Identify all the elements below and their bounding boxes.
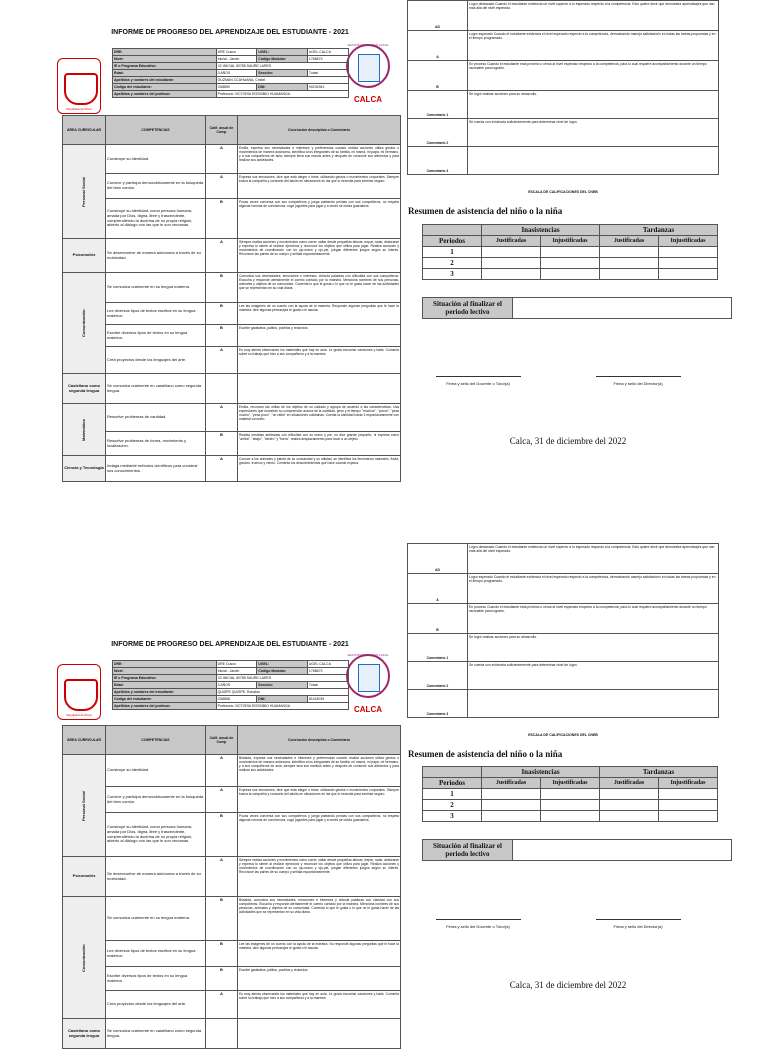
attendance-table: Inasistencias Tardanzas Periodos Justificadas Injustificadas Justificadas Injustificadas 1 2 3 bbox=[422, 224, 718, 280]
peru-seal-logo: República del Perú bbox=[57, 664, 101, 720]
ugel-calca-logo: GESTIÓN EDUCATIVA LOCAL CALCA bbox=[347, 653, 389, 714]
report-page-top bbox=[0, 0, 768, 512]
report-date: Calca, 31 de diciembre del 2022 bbox=[509, 980, 627, 990]
report-page-bottom bbox=[0, 512, 768, 1038]
report-title: INFORME DE PROGRESO DEL APRENDIZAJE DEL ESTUDIANTE - 2021 bbox=[111, 29, 349, 36]
final-status-table: Situación al finalizar el periodo lectivo bbox=[422, 297, 732, 319]
cneb-scale-label: ESCALA DE CALIFICACIONES DEL CNEB bbox=[528, 733, 598, 737]
final-status-table: Situación al finalizar el periodo lectivo bbox=[422, 839, 732, 861]
student-info-table: DRE: DRE Cusco UGEL: UGEL CALCA Nivel: Inicial - Jardín Código Modular: 1768673 IE o Programa Educativo: I.E.INICIAL 50785 SAURE LARES Edad: 3 AÑOS Sección: Tulasi Apellidos y nombres del estudiante: QUISPE QUISPE, Ronaldo Código del estudiante: C68858 DNI: 81163035 Apellidos y nombres del profesor: Profesora: VICTORIA ROSSIBIO HUAMANGA bbox=[112, 660, 349, 710]
teacher-signature-line bbox=[436, 919, 521, 920]
grading-legend: AD Logro destacado Cuando el estudiante evidencia un nivel superior a lo esperado respecto a la competencia. Esto quiere decir que demuestra aprendizajes que van más allá del nivel esperado. A Logro esperado Cuando el estudiante evidencia el nivel esperado respecto a la competencia, demostrando manejo satisfactorio en todas las tareas propuestas y en el tiempo programado. B En proceso Cuando el estudiante está próximo o cerca al nivel esperado respecto a la competencia, para lo cual requiere acompañamiento durante un tiempo razonable para lograrlo. Comentario 1 Se logró realizar acciones para su desarrollo. Comentario 2 Se cuenta con evidencia suficientemente para determinar nivel de logro. Comentario 3 bbox=[407, 0, 719, 175]
teacher-signature-label: Firma y sello del Docente o Tutor(a) bbox=[446, 924, 510, 929]
teacher-signature-line bbox=[436, 376, 521, 377]
director-signature-line bbox=[596, 919, 681, 920]
ugel-calca-logo: GESTIÓN EDUCATIVA LOCAL CALCA bbox=[347, 43, 389, 104]
director-signature-line bbox=[596, 376, 681, 377]
grades-table: ÁREA CURRICULAR COMPETENCIAS Calif. anual de Comp Conclusión descriptiva o Comentario Personal Social Construye su identidad. A Brisaida, expresa sus necesidades e intereses y preferencias cuando realiza acciones utiliza gestos o movimientos de manera autónoma, identifica a los integrantes de su familia, mi mamá, mi papá, mi hermano, y a sus compañeros de aula, siempre lava sus manitos antes y después de consumir sus alimentos y para realizar sus actividades. Convive y participa democráticamente en la búsqueda del bien común. A Expresa sus emociones, dice que está alegre o triste, utilizando gestos o movimientos corporales. Siempre busca la compañía y consuelo del adulto en situaciones en las que lo necesita para sentirse seguro. Construye su identidad, como persona humana, amada por Dios, digna, libre y trascendente, comprendiendo la doctrina de su propia religión, abierto al diálogo con las que le son cercanas. B Pocas veces conversa con sus compañeros y juega pateando pelotas con sus compañeros, no respeta algunas normas de convivencia, coge juguetes para jugar y a veces se olvida guardarlos. Psicomotriz Se desenvuelve de manera autónoma a través de su motricidad. A Siempre realiza acciones y movimientos como correr, saltar desde pequeñas alturas, trepar, rodar, deslizarse y expresa lo siente al realizar ejercicios y reconoce los objetos que utiliza para jugar. Realiza acciones y movimientos de coordinación con su ojo-mano y ojo-pie, juegan diferentes juegos según su interés. Reconoce las partes de su cuerpo y señala espontáneamente. Comunicación Se comunica oralmente en su lengua materna. B Brisaida, comunica sus necesidades, emociones e intereses y articula palabras con claridad con sus compañeras. Escucha y responde atentamente el cuento contado por la maestra. Menciona nombres de sus personas, animales y objetos de su comunidad. Comenta lo que le gusta o lo que no le gusta hacer de las actividades que se representan en su vida diaria. Lee diversos tipos de textos escritos en su lengua materna. B Lee las imágenes de un cuento con la ayuda de la maestra. No responde algunas preguntas que le hace la maestra. dice algunas personajes le gusta o le asusta. Escribe diversos tipos de textos en su lengua materna. B Escribe garabatos, palitos, puntitos y redondos Crea proyectos desde los lenguajes del arte. A Es muy atenta observando los materiales que hay en aula. Le gusta escuchar canciones y baila. Comenta sobre su trabajo que hizo a sus compañeros y a la maestra Castellano como segunda lengua Se comunica oralmente en castellano como segunda lengua. bbox=[62, 725, 401, 1049]
report-date: Calca, 31 de diciembre del 2022 bbox=[509, 436, 627, 446]
cneb-scale-label: ESCALA DE CALIFICACIONES DEL CNEB bbox=[528, 190, 598, 194]
grading-legend: AD Logro destacado Cuando el estudiante evidencia un nivel superior a lo esperado respecto a la competencia. Esto quiere decir que demuestra aprendizajes que van más allá del nivel esperado. A Logro esperado Cuando el estudiante evidencia el nivel esperado respecto a la competencia, demostrando manejo satisfactorio en todas las tareas propuestas y en el tiempo programado. B En proceso Cuando el estudiante está próximo o cerca al nivel esperado respecto a la competencia, para lo cual requiere acompañamiento durante un tiempo razonable para lograrlo. Comentario 1 Se logró realizar acciones para su desarrollo. Comentario 2 Se cuenta con evidencia suficientemente para determinar nivel de logro. Comentario 3 bbox=[407, 543, 719, 718]
attendance-title: Resumen de asistencia del niño o la niña bbox=[408, 206, 563, 216]
attendance-table: Inasistencias Tardanzas Periodos Justificadas Injustificadas Justificadas Injustificadas 1 2 3 bbox=[422, 766, 718, 822]
report-title: INFORME DE PROGRESO DEL APRENDIZAJE DEL ESTUDIANTE - 2021 bbox=[111, 641, 349, 648]
teacher-signature-label: Firma y sello del Docente o Tutor(a) bbox=[446, 381, 510, 386]
grades-table: ÁREA CURRICULAR COMPETENCIAS Calif. anual de Comp Conclusión descriptiva o Comentario Personal Social Construye su identidad. A Emilia, expresa sus necesidades e intereses y preferencias cuando realiza acciones utiliza gestos o movimientos de manera autónoma, identifica a los integrantes de su familia, mi mamá, mi papá, mi hermano, y a sus compañeros de aula, siempre lleva sus manos antes y después de consumir sus alimentos y para realizar sus actividades. Convive y participa democráticamente en la búsqueda del bien común. A Expresa sus emociones, dice que está alegre o triste, utilizando gestos o movimientos corporales. Siempre busca la compañía y consuelo del adulto en situaciones en las que lo necesita para sentirse seguro. Construye su identidad, como persona humana, amada por Dios, digna, libre y trascendente, comprendiendo la doctrina de su propia religión, abierto al diálogo con las que le son cercanas. B Pocas veces conversa con sus compañeros y juega pateando pelotas con sus compañeros, no respeta algunas normas de convivencia, coge juguetes para jugar y a veces se olvida guardarlos. Psicomotriz Se desenvuelve de manera autónoma a través de su motricidad. A Siempre realiza acciones y movimientos como correr, saltar desde pequeñas alturas, trepar, rodar, deslizarse y expresa lo siente al realizar ejercicios y reconoce los objetos que utiliza para jugar. Realiza acciones y movimientos de coordinación con su ojo-mano y ojo-pie, juegan diferentes juegos según su interés. Reconoce las partes de su cuerpo y señala espontáneamente. Comunicación Se comunica oralmente en su lengua materna. B Comunica sus necesidades, emociones e intereses. Articula palabras con dificultad con sus compañeros. Escucha y responde atentamente el cuento contado por la maestra. Menciona nombres de sus personas, animales y objetos de su comunidad. Comenta lo que le gusta o lo que no le gusta hacer de las actividades que se representan en su vida diaria. Lee diversos tipos de textos escritos en su lengua materna. B Lee las imágenes de un cuento con la ayuda de la maestra. Responde algunas preguntas que le hace la maestra. dice algunas personajes le gusta o le asusta. Escribe diversos tipos de textos en su lengua materna. B Escribe garabatos, palitos, puntitos y redondos Crea proyectos desde los lenguajes del arte. A Es muy atenta observando los materiales que hay en aula. Le gusta escuchar canciones y baila. Comenta sobre su trabajo que hizo a sus compañeros y a la maestra Castellano como segunda lengua Se comunica oralmente en castellano como segunda lengua. Matemática Resuelve problemas de cantidad. A Emilia, reconoce las orillas de los objetos de su cuidado y agrupa de acuerdo a las características. Usa expresiones que muestran su comprensión acerca de la cantidad, peso y el tiempo "muchos", "pocos", "pesa mucho", "pesa poco", "un ratito" en situaciones cotidianas. Cuenta la cantidad hasta 3 espontáneamente con material concreto. Resuelve problemas de forma, movimiento y localización. B Realiza medidas arbitrarias con dificultad con su mano y pie, no dice grande pequeño, ni expresa como "arriba", "abajo", "dentro" y "fuera", realiza desplazamiento para tocar a un objeto. Ciencia y Tecnología Indaga mediante métodos científicos para construir sus conocimientos. A Conoce a los animales y planta de su comunidad y su utilidad, se identifica los fenómenos naturales, lluvia, granizo, truenos y viento. Comenta los descubrimientos que hace cuando explora. bbox=[62, 115, 401, 482]
attendance-title: Resumen de asistencia del niño o la niña bbox=[408, 749, 563, 759]
peru-seal-logo: República del Perú bbox=[57, 58, 101, 114]
director-signature-label: Firma y sello del Director(a) bbox=[613, 381, 663, 386]
student-info-table: DRE: DRE Cusco UGEL: UGEL CALCA Nivel: Inicial - Jardín Código Modular: 1768673 IE o Programa Educativo: I.E.INICIAL 50785 SAURE LARES Edad: 3 AÑOS Sección: Tulasi Apellidos y nombres del estudiante: GUZMAN CCAHUANA, Cristel Código del estudiante: C68859 DNI: 90234941 Apellidos y nombres del profesor: Profesora: VICTORIA ROSSIBIO HUAMANGA bbox=[112, 48, 349, 98]
director-signature-label: Firma y sello del Director(a) bbox=[613, 924, 663, 929]
